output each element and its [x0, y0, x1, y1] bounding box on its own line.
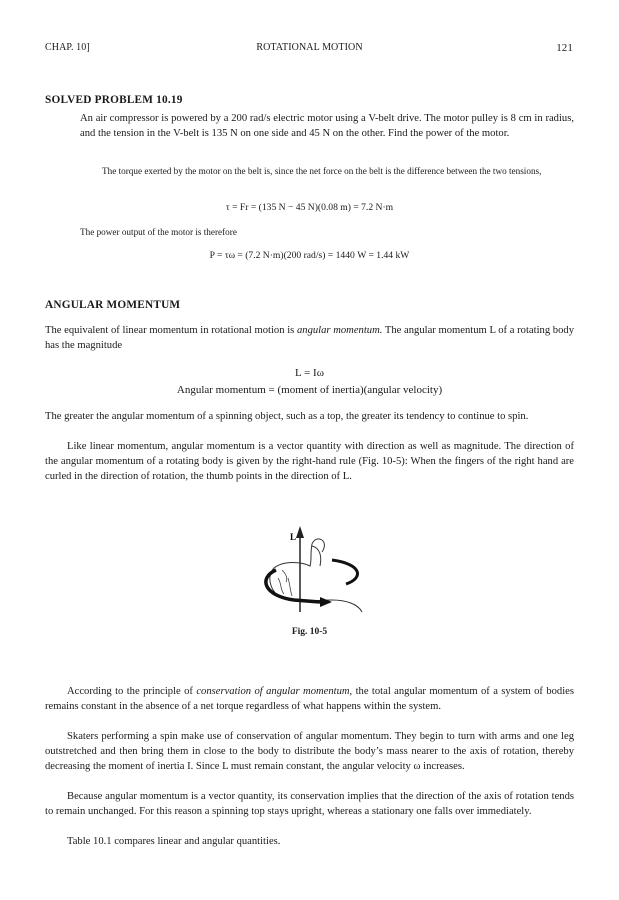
right-hand-rule-figure: [250, 520, 370, 620]
rotation-arrow: [266, 570, 320, 602]
thumb-outline: [312, 546, 321, 566]
angular-momentum-intro: The equivalent of linear momentum in rotational motion is angular momentum. The angular momentum L of a rotating body has the magnitude: [45, 325, 574, 351]
angular-momentum-heading: ANGULAR MOMENTUM: [45, 299, 181, 311]
curled-fingers: [278, 570, 292, 596]
chapter-label: CHAP. 10]: [45, 42, 90, 53]
rotation-arrowhead: [320, 597, 332, 607]
figure-caption: Fig. 10-5: [291, 627, 328, 637]
solved-problem-heading: SOLVED PROBLEM 10.19: [45, 94, 183, 106]
spin-paragraph: The greater the angular momentum of a spinning object, such as a top, the greater its tendency to continue to spin.: [45, 411, 529, 422]
problem-statement: An air compressor is powered by a 200 rad/s electric motor using a V-belt drive. The motor pulley is 8 cm in radius, and the tension in the V-belt is 135 N on one side and 45 N on the other. Find the power of the motor.: [80, 113, 574, 139]
conservation-paragraph: According to the principle of conservation of angular momentum, the total angular momentum of a system of bodies remains constant in the absence of a net torque regardless of what happens within the system.: [45, 686, 574, 712]
table-reference: Table 10.1 compares linear and angular quantities.: [67, 836, 281, 847]
skaters-paragraph: Skaters performing a spin make use of conservation of angular momentum. They begin to turn with arms and one leg outstretched and then bring them in close to the body to distribute the body’s mass nearer to the axis of rotation, thereby decreasing the moment of inertia I. Since L must remain constant, the angular velocity ω increases.: [45, 731, 574, 772]
solution-intro: The torque exerted by the motor on the belt is, since the net force on the belt is the difference between the two tensions,: [102, 166, 542, 176]
power-intro: The power output of the motor is therefore: [80, 227, 237, 237]
angular-momentum-equation-words: Angular momentum = (moment of inertia)(angular velocity): [176, 384, 443, 396]
vector-paragraph: Like linear momentum, angular momentum is a vector quantity with direction as well as magnitude. The direction of the angular momentum of a rotating body is given by the right-hand rule (Fig. 10-5): When the fingers of the right hand are curled in the direction of rotation, the thumb points in the direction of L.: [45, 441, 574, 482]
page-number: 121: [556, 42, 573, 54]
running-title: ROTATIONAL MOTION: [256, 42, 363, 53]
angular-momentum-equation: L = Iω: [295, 367, 324, 379]
spinning-top-paragraph: Because angular momentum is a vector quantity, its conservation implies that the direction of the axis of rotation tends to remain unchanged. For this reason a spinning top stays upright, whereas a stationary one falls over immediately.: [45, 791, 574, 817]
torque-equation: τ = Fr = (135 N − 45 N)(0.08 m) = 7.2 N·m: [225, 202, 394, 213]
rotation-arc-back: [332, 560, 358, 584]
power-equation: P = τω = (7.2 N·m)(200 rad/s) = 1440 W = 1.44 kW: [209, 250, 410, 261]
figure-label-L: L: [290, 532, 297, 542]
